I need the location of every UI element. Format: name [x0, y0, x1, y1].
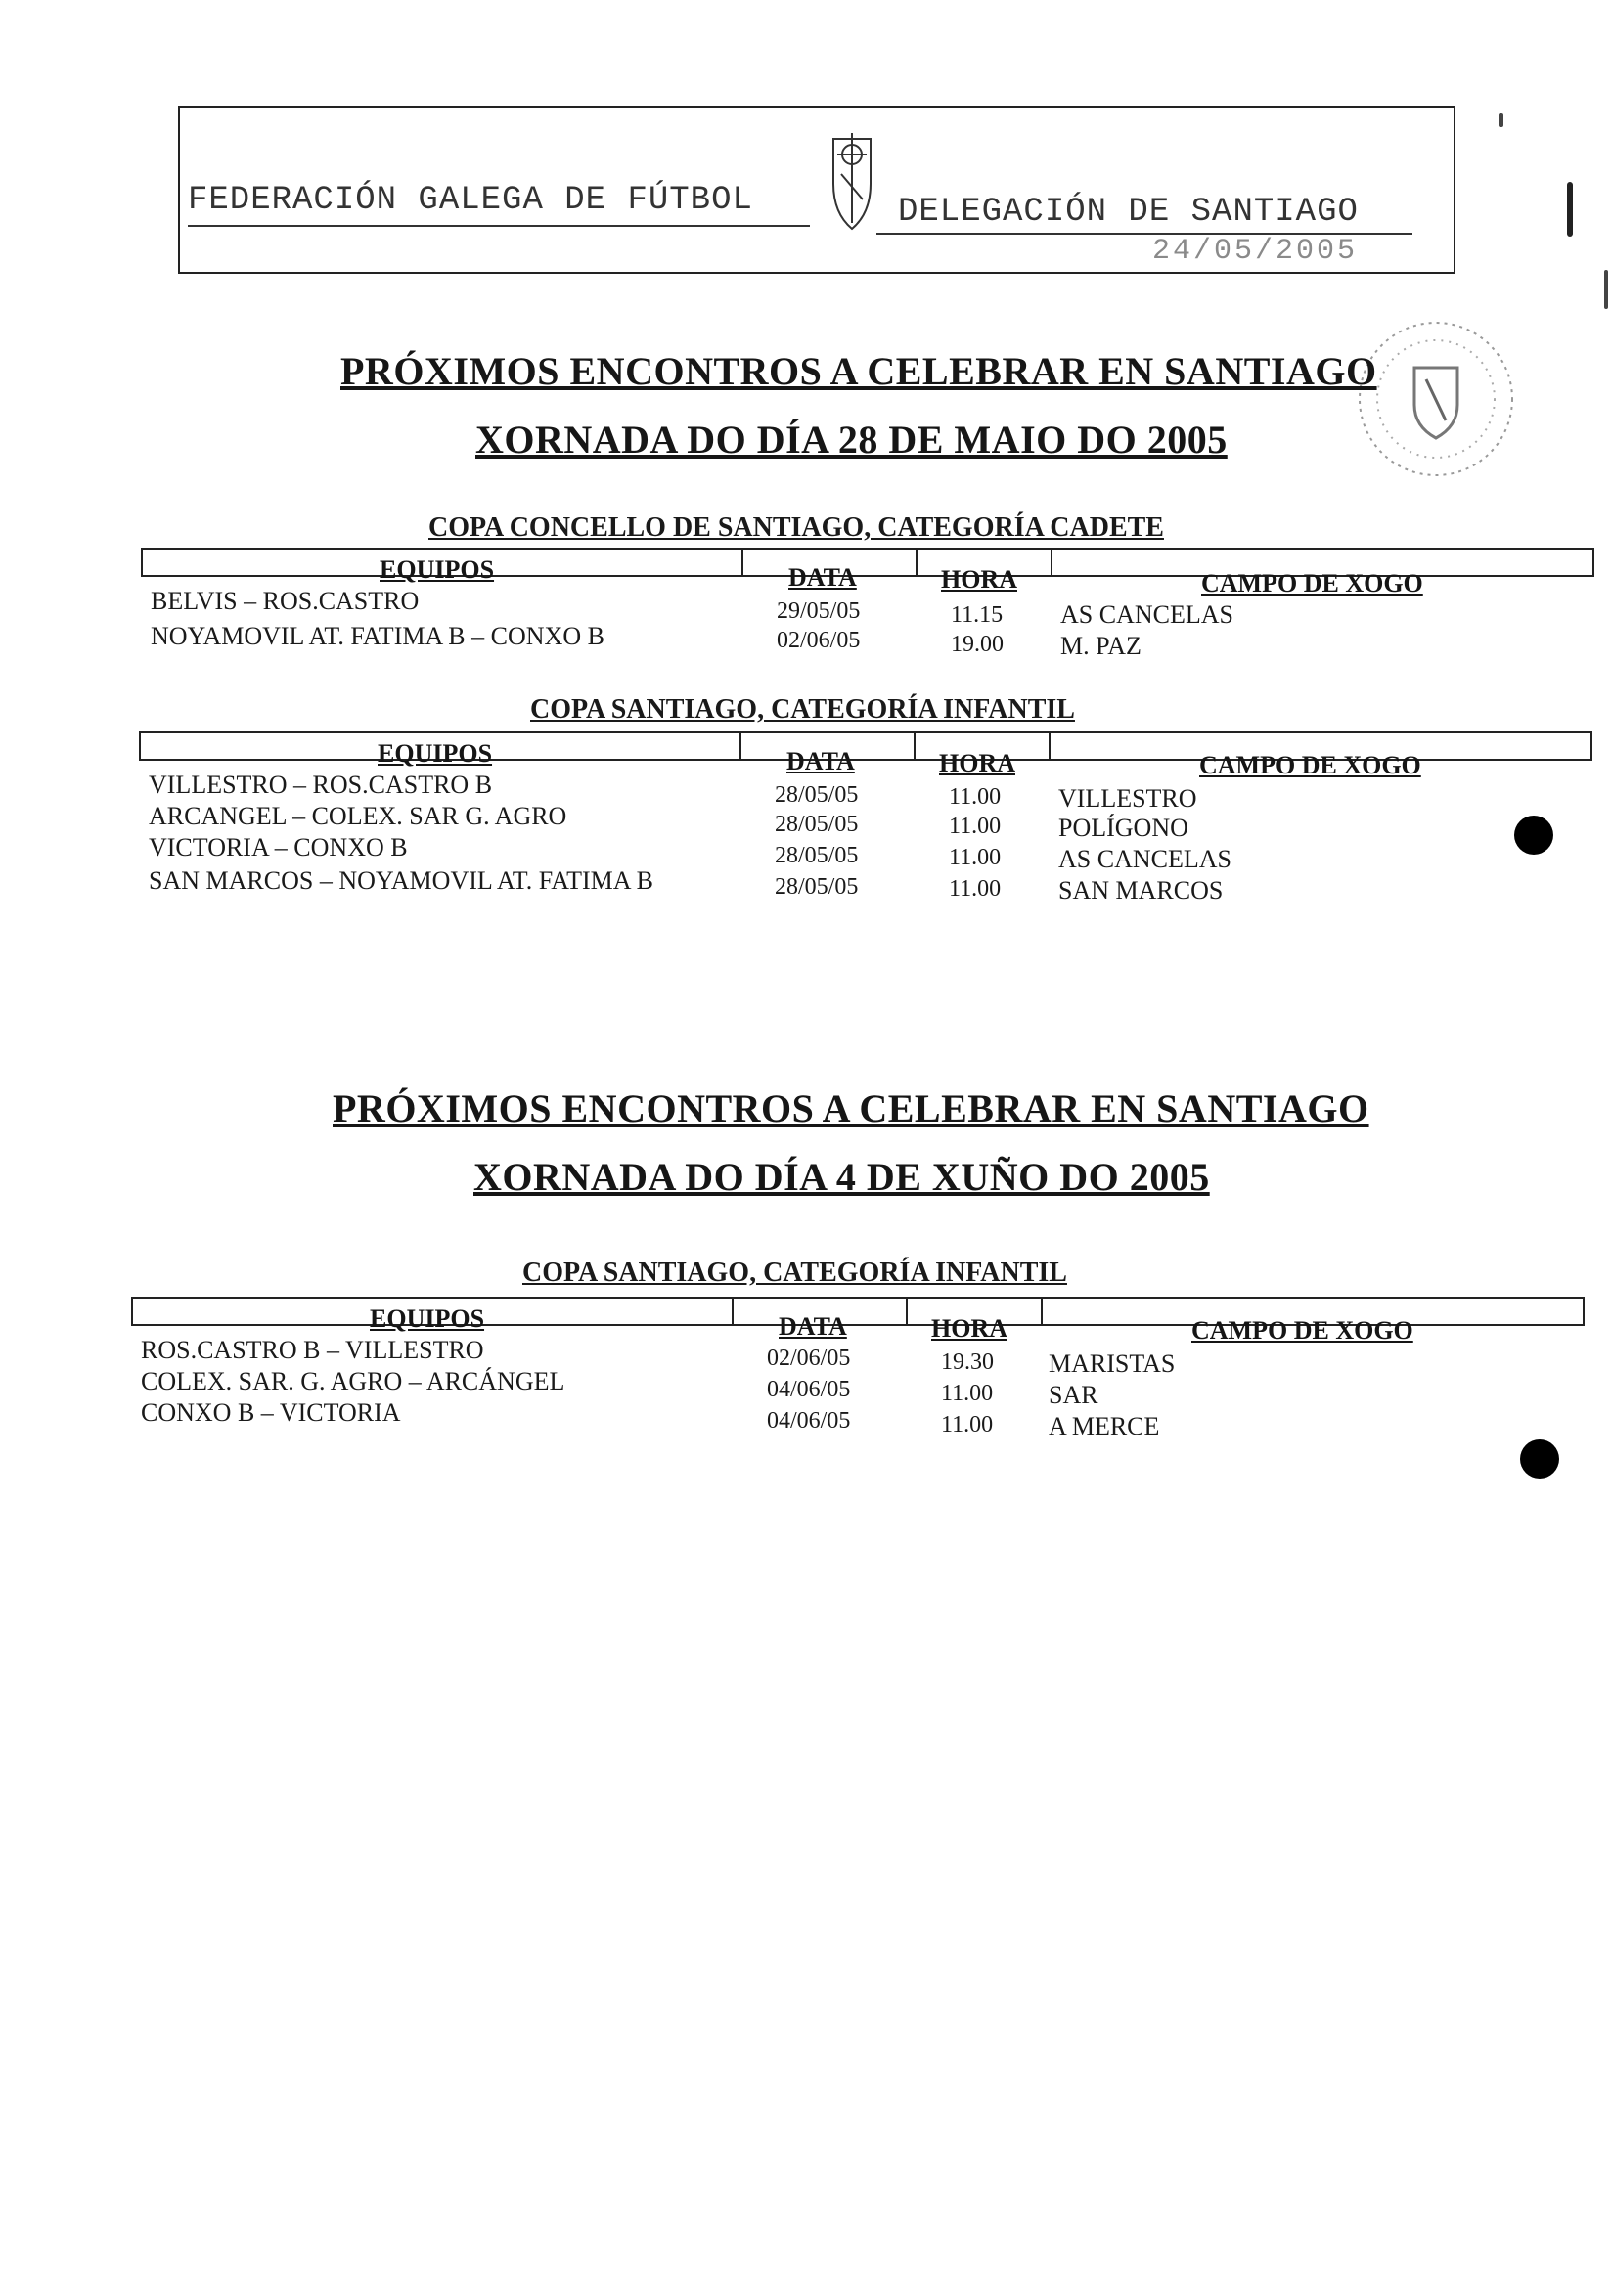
column-header-field: CAMPO DE XOGO [1201, 569, 1423, 597]
match-time: 11.00 [949, 845, 1002, 870]
column-header-field: CAMPO DE XOGO [1199, 751, 1421, 779]
match-field: SAR [1049, 1381, 1098, 1409]
match-field: POLÍGONO [1058, 814, 1188, 842]
column-header-date: DATA [779, 1312, 847, 1341]
delegation-name: DELEGACIÓN DE SANTIAGO [898, 194, 1359, 231]
match-teams: BELVIS – ROS.CASTRO [151, 587, 420, 615]
letterhead-date: 24/05/2005 [1152, 235, 1359, 268]
match-field: VILLESTRO [1058, 784, 1197, 813]
match-field: MARISTAS [1049, 1349, 1176, 1378]
column-header-time: HORA [939, 749, 1015, 777]
column-header-field: CAMPO DE XOGO [1191, 1316, 1413, 1345]
section-title: PRÓXIMOS ENCONTROS A CELEBRAR EN SANTIAGO [340, 349, 1377, 393]
punch-hole [1520, 1439, 1559, 1479]
match-teams: COLEX. SAR. G. AGRO – ARCÁNGEL [141, 1367, 565, 1395]
match-field: AS CANCELAS [1060, 600, 1233, 629]
match-date: 28/05/05 [775, 812, 859, 837]
column-header-teams: EQUIPOS [370, 1304, 485, 1333]
margin-mark [1604, 270, 1608, 309]
federation-underline [188, 225, 810, 227]
margin-mark [1567, 182, 1573, 237]
competition-heading: COPA SANTIAGO, CATEGORÍA INFANTIL [522, 1258, 1067, 1288]
match-field: M. PAZ [1060, 632, 1142, 660]
match-teams: SAN MARCOS – NOYAMOVIL AT. FATIMA B [149, 866, 653, 895]
matchday-title: XORNADA DO DÍA 4 DE XUÑO DO 2005 [473, 1155, 1210, 1199]
match-date: 28/05/05 [775, 782, 859, 808]
match-teams: ROS.CASTRO B – VILLESTRO [141, 1336, 484, 1364]
federation-name: FEDERACIÓN GALEGA DE FÚTBOL [188, 182, 753, 219]
punch-hole [1514, 816, 1553, 855]
match-teams: VICTORIA – CONXO B [149, 833, 408, 861]
match-teams: ARCANGEL – COLEX. SAR G. AGRO [149, 802, 567, 830]
match-time: 11.00 [949, 784, 1002, 810]
delegation-seal-stamp [1348, 311, 1524, 487]
letterhead-box [178, 106, 1455, 274]
match-field: A MERCE [1049, 1412, 1160, 1440]
column-header-teams: EQUIPOS [378, 739, 493, 768]
match-date: 28/05/05 [775, 874, 859, 900]
match-time: 19.30 [941, 1349, 994, 1375]
match-time: 11.00 [949, 814, 1002, 839]
competition-heading: COPA SANTIAGO, CATEGORÍA INFANTIL [530, 694, 1075, 725]
match-date: 02/06/05 [777, 628, 861, 653]
match-time: 11.00 [941, 1381, 994, 1406]
competition-heading: COPA CONCELLO DE SANTIAGO, CATEGORÍA CADETE [428, 512, 1164, 543]
match-date: 04/06/05 [767, 1377, 851, 1402]
match-teams: NOYAMOVIL AT. FATIMA B – CONXO B [151, 622, 604, 650]
margin-mark [1499, 113, 1503, 127]
match-date: 28/05/05 [775, 843, 859, 868]
column-header-time: HORA [931, 1314, 1008, 1343]
match-date: 29/05/05 [777, 598, 861, 624]
match-date: 04/06/05 [767, 1408, 851, 1434]
match-time: 11.00 [949, 876, 1002, 902]
match-field: AS CANCELAS [1058, 845, 1231, 873]
column-header-time: HORA [941, 565, 1017, 594]
match-teams: VILLESTRO – ROS.CASTRO B [149, 771, 493, 799]
match-field: SAN MARCOS [1058, 876, 1224, 905]
match-time: 11.00 [941, 1412, 994, 1437]
column-header-date: DATA [788, 563, 857, 592]
match-date: 02/06/05 [767, 1346, 851, 1371]
federation-crest-icon [826, 125, 878, 235]
matchday-title: XORNADA DO DÍA 28 DE MAIO DO 2005 [475, 418, 1228, 462]
section-title: PRÓXIMOS ENCONTROS A CELEBRAR EN SANTIAGO [333, 1086, 1369, 1130]
column-header-date: DATA [786, 747, 855, 775]
match-time: 19.00 [951, 632, 1004, 657]
column-header-teams: EQUIPOS [380, 555, 495, 584]
match-time: 11.15 [951, 602, 1004, 628]
match-teams: CONXO B – VICTORIA [141, 1398, 401, 1427]
